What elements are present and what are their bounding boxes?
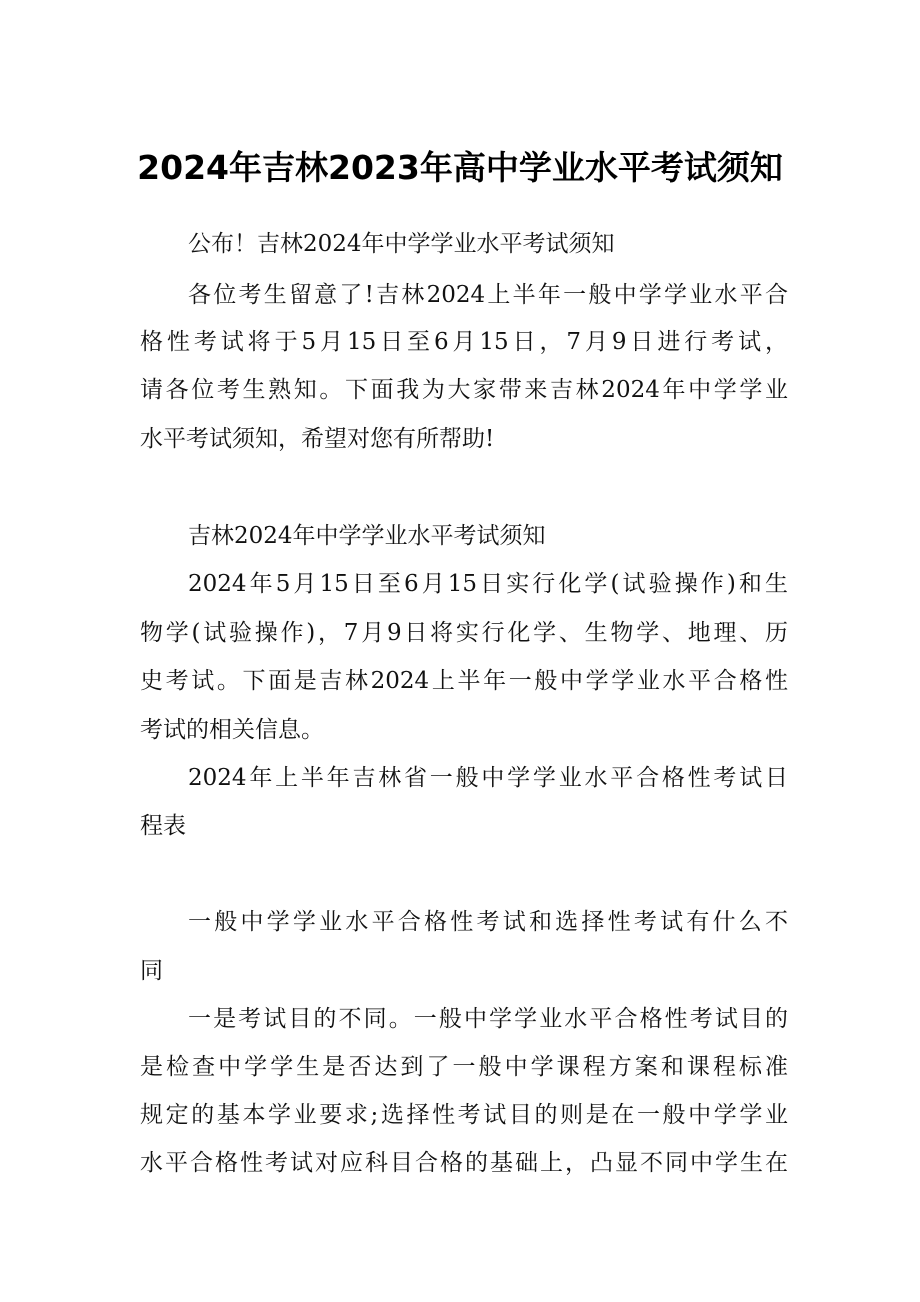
paragraph-line: 水平合格性考试对应科目合格的基础上，凸显不同中学生在 [140, 1150, 788, 1176]
paragraph-line: 请各位考生熟知。下面我为大家带来吉林2024年中学学业 [140, 377, 788, 403]
paragraph-line: 一是考试目的不同。一般中学学业水平合格性考试目的 [188, 1006, 788, 1032]
paragraph-line: 吉林2024年中学学业水平考试须知 [188, 523, 546, 549]
paragraph-line: 考试的相关信息。 [140, 717, 324, 743]
paragraph-line: 同 [140, 958, 163, 984]
paragraph-line: 物学(试验操作)，7月9日将实行化学、生物学、地理、历 [140, 620, 788, 646]
document-title: 2024年吉林2023年高中学业水平考试须知 [137, 148, 783, 187]
paragraph-line: 各位考生留意了!吉林2024上半年一般中学学业水平合 [188, 282, 788, 308]
paragraph-line: 格性考试将于5月15日至6月15日，7月9日进行考试， [140, 329, 788, 355]
paragraph-line: 程表 [140, 813, 186, 839]
paragraph-line: 2024年上半年吉林省一般中学学业水平合格性考试日 [188, 765, 788, 791]
paragraph-line: 一般中学学业水平合格性考试和选择性考试有什么不 [188, 909, 788, 935]
paragraph-line: 水平考试须知，希望对您有所帮助! [140, 426, 495, 452]
paragraph-line: 史考试。下面是吉林2024上半年一般中学学业水平合格性 [140, 668, 788, 694]
paragraph-line: 公布！吉林2024年中学学业水平考试须知 [188, 231, 615, 257]
paragraph-line: 规定的基本学业要求;选择性考试目的则是在一般中学学业 [140, 1102, 788, 1128]
paragraph-line: 是检查中学学生是否达到了一般中学课程方案和课程标准 [140, 1054, 788, 1080]
paragraph-line: 2024年5月15日至6月15日实行化学(试验操作)和生 [188, 571, 788, 597]
